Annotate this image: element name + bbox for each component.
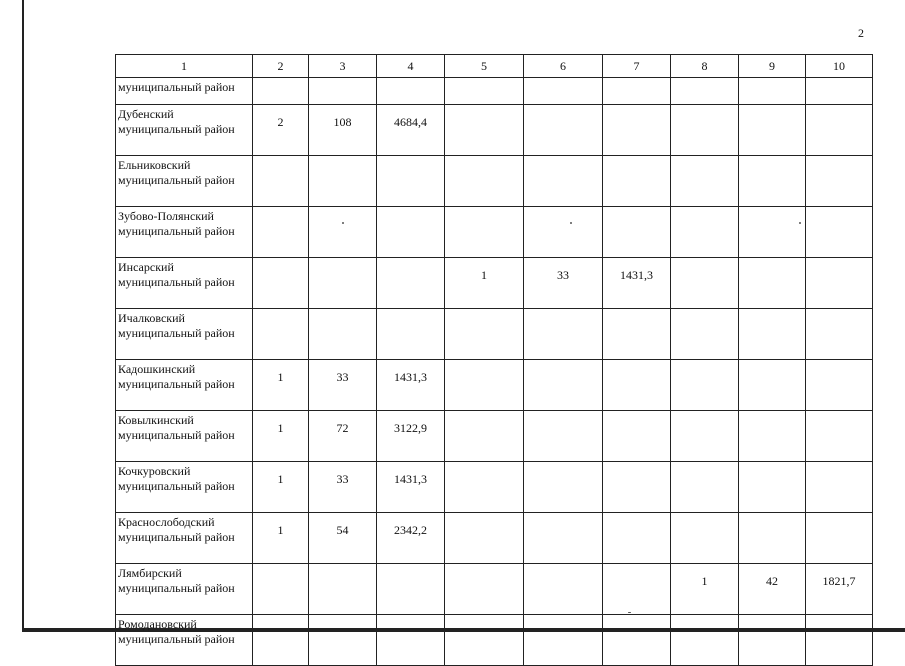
value-cell <box>377 207 445 258</box>
value-cell <box>377 156 445 207</box>
column-header: 9 <box>739 55 806 78</box>
value-cell <box>377 258 445 309</box>
value-cell: 3122,9 <box>377 411 445 462</box>
value-cell <box>445 309 524 360</box>
value-cell: 4684,4 <box>377 105 445 156</box>
table-row <box>116 156 873 207</box>
value-cell <box>806 156 873 207</box>
value-cell <box>806 105 873 156</box>
value-cell <box>445 462 524 513</box>
value-cell: 1431,3 <box>377 462 445 513</box>
column-header: 10 <box>806 55 873 78</box>
value-cell <box>524 156 603 207</box>
value-cell <box>524 309 603 360</box>
value-cell: 42 <box>739 564 806 615</box>
value-cell <box>445 78 524 105</box>
value-cell <box>524 462 603 513</box>
value-cell <box>671 462 739 513</box>
value-cell <box>739 156 806 207</box>
value-cell <box>309 207 377 258</box>
value-cell <box>603 105 671 156</box>
scan-speck <box>628 612 631 613</box>
value-cell: 108 <box>309 105 377 156</box>
value-cell <box>253 156 309 207</box>
value-cell: 1 <box>253 462 309 513</box>
value-cell: 2342,2 <box>377 513 445 564</box>
table-row <box>116 105 873 156</box>
column-header: 1 <box>116 55 253 78</box>
value-cell <box>739 78 806 105</box>
value-cell <box>806 615 873 666</box>
value-cell <box>603 156 671 207</box>
value-cell <box>671 360 739 411</box>
district-name-cell: Краснослободский муниципальный район <box>116 513 253 564</box>
page-number: 2 <box>858 26 864 40</box>
value-cell <box>445 615 524 666</box>
value-cell <box>671 615 739 666</box>
scan-speck <box>342 222 344 224</box>
district-name-cell: Ковылкинский муниципальный район <box>116 411 253 462</box>
value-cell <box>524 411 603 462</box>
value-cell <box>445 513 524 564</box>
table-header-row <box>116 55 873 78</box>
value-cell: 2 <box>253 105 309 156</box>
value-cell <box>377 615 445 666</box>
value-cell <box>671 105 739 156</box>
value-cell <box>603 462 671 513</box>
district-name-cell: Ельниковский муниципальный район <box>116 156 253 207</box>
value-cell <box>603 207 671 258</box>
value-cell <box>377 309 445 360</box>
value-cell <box>253 309 309 360</box>
value-cell <box>524 513 603 564</box>
column-header: 3 <box>309 55 377 78</box>
district-name-cell: муниципальный район <box>116 78 253 105</box>
value-cell <box>671 207 739 258</box>
table-row <box>116 258 873 309</box>
value-cell: 1431,3 <box>603 258 671 309</box>
district-name-cell: Дубенский муниципальный район <box>116 105 253 156</box>
column-header: 7 <box>603 55 671 78</box>
value-cell <box>739 513 806 564</box>
table-row <box>116 207 873 258</box>
value-cell <box>309 156 377 207</box>
value-cell <box>671 411 739 462</box>
value-cell <box>739 411 806 462</box>
value-cell <box>739 105 806 156</box>
value-cell <box>806 258 873 309</box>
value-cell <box>445 411 524 462</box>
value-cell: 1 <box>253 360 309 411</box>
value-cell <box>309 615 377 666</box>
district-name-cell: Лямбирский муниципальный район <box>116 564 253 615</box>
district-name-cell: Кочкуровский муниципальный район <box>116 462 253 513</box>
value-cell <box>309 309 377 360</box>
value-cell <box>377 78 445 105</box>
value-cell <box>445 564 524 615</box>
value-cell <box>253 78 309 105</box>
district-name-cell: Ичалковский муниципальный район <box>116 309 253 360</box>
scan-speck <box>799 222 801 224</box>
table-body <box>116 55 873 666</box>
value-cell <box>445 360 524 411</box>
value-cell <box>739 309 806 360</box>
value-cell <box>524 564 603 615</box>
value-cell <box>603 360 671 411</box>
value-cell <box>603 78 671 105</box>
value-cell <box>253 564 309 615</box>
table-row <box>116 78 873 105</box>
value-cell: 72 <box>309 411 377 462</box>
scan-left-edge <box>22 0 24 632</box>
value-cell <box>671 78 739 105</box>
scan-speck <box>570 222 572 224</box>
value-cell: 1431,3 <box>377 360 445 411</box>
district-name-cell: Кадошкинский муниципальный район <box>116 360 253 411</box>
table-row <box>116 615 873 666</box>
value-cell <box>445 207 524 258</box>
table-row <box>116 513 873 564</box>
column-header: 5 <box>445 55 524 78</box>
value-cell <box>603 513 671 564</box>
value-cell: 33 <box>309 462 377 513</box>
district-table <box>115 54 873 666</box>
value-cell <box>806 462 873 513</box>
value-cell <box>309 258 377 309</box>
value-cell <box>524 78 603 105</box>
column-header: 6 <box>524 55 603 78</box>
district-name-cell: Ромодановский муниципальный район <box>116 615 253 666</box>
table-row <box>116 360 873 411</box>
value-cell <box>806 309 873 360</box>
value-cell <box>253 615 309 666</box>
value-cell <box>377 564 445 615</box>
value-cell: 1 <box>445 258 524 309</box>
value-cell <box>739 462 806 513</box>
value-cell <box>445 156 524 207</box>
value-cell <box>309 78 377 105</box>
value-cell <box>603 411 671 462</box>
column-header: 2 <box>253 55 309 78</box>
value-cell <box>524 615 603 666</box>
value-cell <box>603 309 671 360</box>
value-cell <box>806 513 873 564</box>
value-cell <box>309 564 377 615</box>
value-cell <box>524 207 603 258</box>
value-cell <box>806 207 873 258</box>
value-cell <box>671 156 739 207</box>
value-cell: 1 <box>253 411 309 462</box>
value-cell <box>253 207 309 258</box>
table-row <box>116 564 873 615</box>
value-cell <box>445 105 524 156</box>
table-row <box>116 462 873 513</box>
value-cell <box>739 615 806 666</box>
value-cell: 33 <box>309 360 377 411</box>
value-cell: 33 <box>524 258 603 309</box>
value-cell <box>603 615 671 666</box>
value-cell: 1 <box>671 564 739 615</box>
value-cell <box>671 513 739 564</box>
district-name-cell: Зубово-Полянский муниципальный район <box>116 207 253 258</box>
table-row <box>116 309 873 360</box>
value-cell <box>806 360 873 411</box>
value-cell <box>671 258 739 309</box>
value-cell <box>739 258 806 309</box>
value-cell <box>739 207 806 258</box>
value-cell <box>603 564 671 615</box>
column-header: 4 <box>377 55 445 78</box>
column-header: 8 <box>671 55 739 78</box>
value-cell: 1 <box>253 513 309 564</box>
value-cell <box>806 411 873 462</box>
table-row <box>116 411 873 462</box>
value-cell <box>806 78 873 105</box>
value-cell <box>253 258 309 309</box>
value-cell <box>524 360 603 411</box>
value-cell: 1821,7 <box>806 564 873 615</box>
value-cell <box>739 360 806 411</box>
district-name-cell: Инсарский муниципальный район <box>116 258 253 309</box>
value-cell <box>671 309 739 360</box>
value-cell <box>524 105 603 156</box>
value-cell: 54 <box>309 513 377 564</box>
